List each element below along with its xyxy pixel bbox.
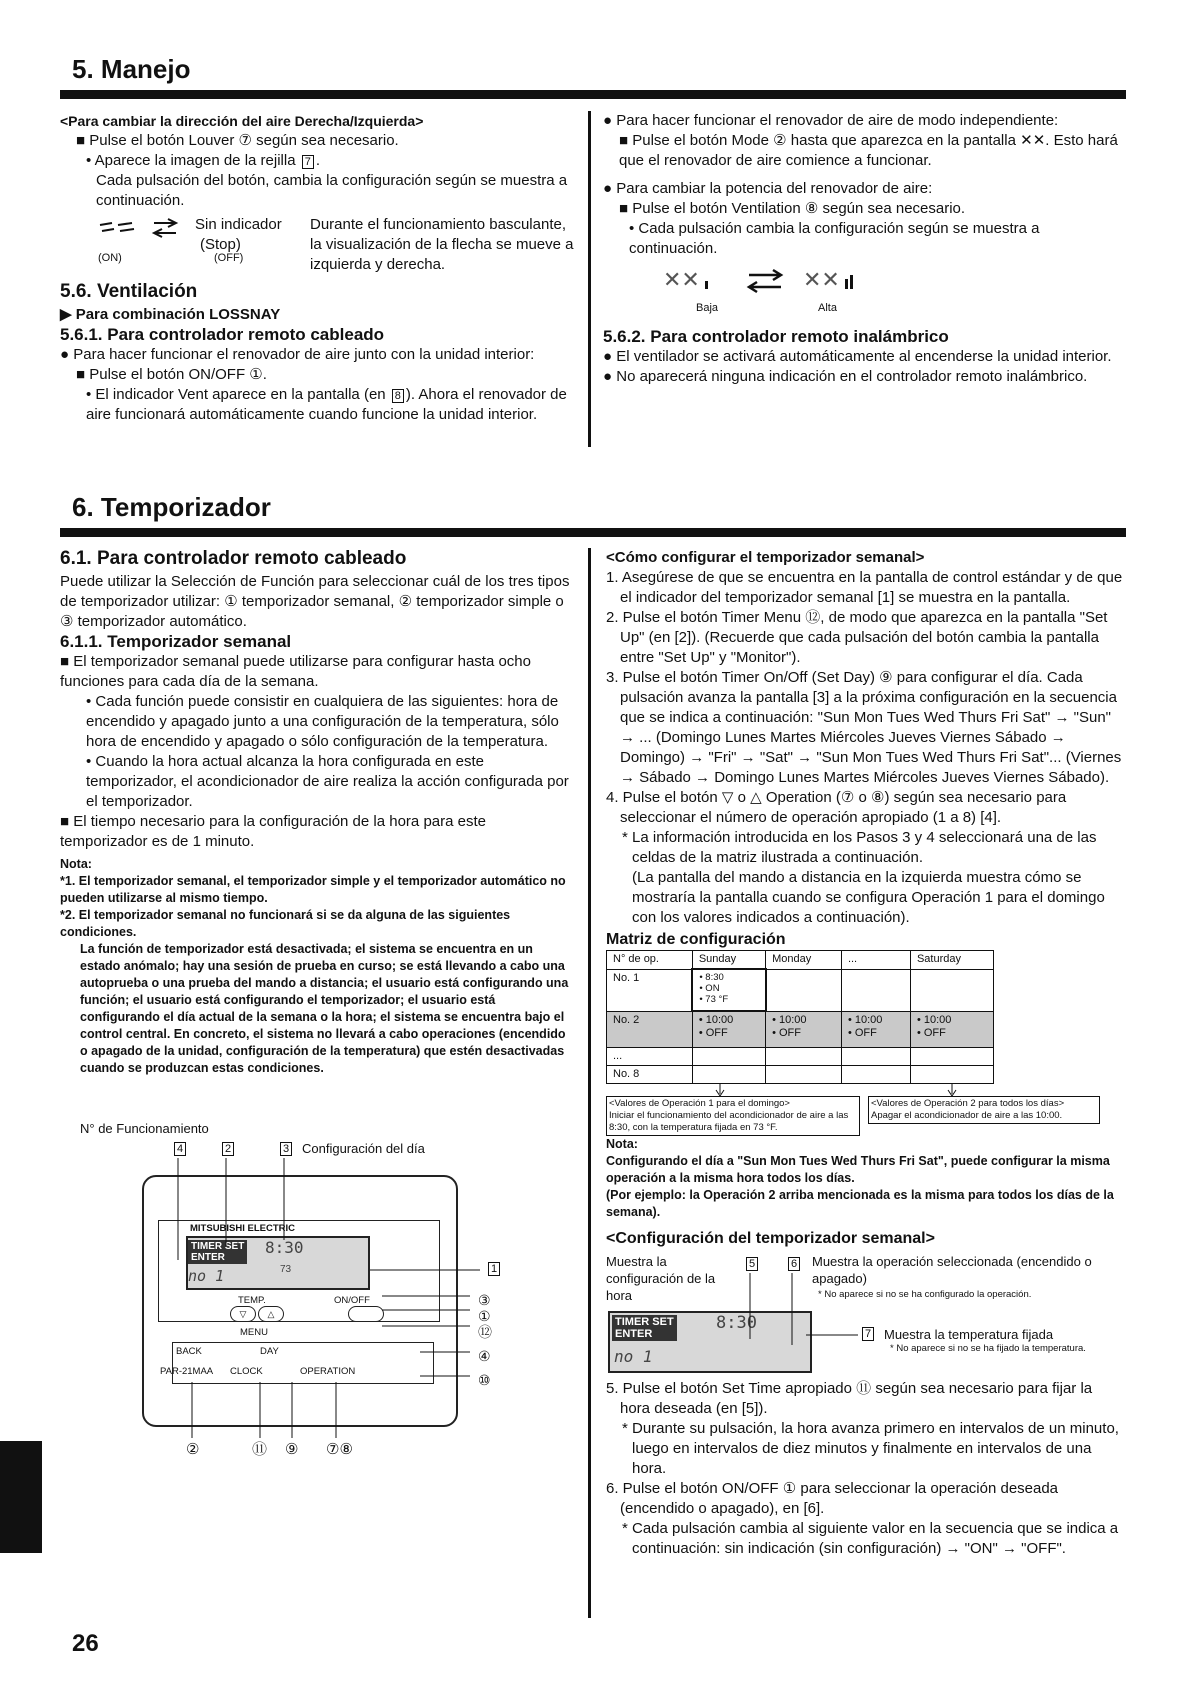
back-button[interactable]: BACK — [176, 1346, 202, 1357]
s61-heading: 6.1. Para controlador remoto cableado — [60, 548, 407, 569]
louver-diagram: Sin indicador (Stop) (ON) (OFF) Durante el funcionamiento basculante, la visualización de la flecha se mueve a izquierda y derecha. — [98, 216, 574, 273]
s61-paragraph: Puede utilizar la Selección de Función para seleccionar cuál de los tres tipos de temporizador utilizar: ① temporizador semanal, ② temporizador simple o ③ temporizador automático. — [60, 573, 570, 630]
step-4-note: * La información introducida en los Pasos 3 y 4 seleccionará una de las celdas de la matriz ilustrada a continuación. — [622, 829, 1097, 866]
s562-l1: ● El ventilador se activará automáticamente al encenderse la unidad interior. — [603, 348, 1112, 365]
s56-heading: 5.6. Ventilación — [60, 281, 198, 302]
page-number: 26 — [72, 1630, 99, 1657]
onoff-label: ON/OFF — [334, 1295, 370, 1306]
caption-op1: <Valores de Operación 1 para el domingo> Iniciar el funcionamiento del acondicionador de aire a las 8:30, con la temperatura fijada en 73 °F. — [606, 1096, 860, 1136]
s561-l2: ■ Pulse el botón ON/OFF ①. — [76, 366, 267, 383]
s561-heading: 5.6.1. Para controlador remoto cableado — [60, 325, 385, 344]
step-4-note2: (La pantalla del mando a distancia en la izquierda muestra cómo se mostraría la pantalla cuando se configura Operación 1 para el domingo con los valores indicados a continuación). — [632, 869, 1105, 926]
section-5-right-column — [603, 111, 1125, 387]
louver-desc-text: Cada pulsación del botón, cambia la configuración según se muestra a continuación. — [96, 172, 568, 209]
vent-power: ● Para cambiar la potencia del renovador de aire: — [603, 180, 933, 197]
s561-l1: ● Para hacer funcionar el renovador de aire junto con la unidad interior: — [60, 346, 535, 363]
vent-power-bullet: • Cada pulsación cambia la configuración según se muestra a continuación. — [629, 220, 1040, 257]
temp-label: TEMP. — [238, 1295, 266, 1306]
step-4: 4. Pulse el botón ▽ o △ Operation (⑦ o ⑧) según sea necesario para seleccionar el número de operación apropiado (1 a 8) [4]. — [606, 789, 1067, 826]
step-6-note: * Cada pulsación cambia al siguiente valor en la secuencia que se indica a continuación: sin indicación (sin configuración) → "ON" → "OFF". — [622, 1519, 1119, 1557]
operation-button[interactable]: OPERATION — [300, 1366, 356, 1377]
s611-l3: • Cuando la hora actual alcanza la hora configurada en este temporizador, el acondicionador de aire realiza la acción configurada por el temporizador. — [86, 753, 569, 810]
section-6-rule — [60, 528, 1126, 537]
s611-l1: ■ El temporizador semanal puede utilizarse para configurar hasta ocho funciones para cada día de la semana. — [60, 653, 531, 690]
nota-2: *2. El temporizador semanal no funcionará si se da alguna de las siguientes condiciones. — [60, 908, 511, 939]
nota-1: *1. El temporizador semanal, el temporizador simple y el temporizador automático no pueden utilizarse al mismo tiempo. — [60, 874, 566, 905]
louver-heading: <Para cambiar la dirección del aire Derecha/Izquierda> — [60, 113, 424, 129]
nota2-text2: (Por ejemplo: la Operación 2 arriba mencionada es la misma para todos los días de la semana). — [606, 1187, 1114, 1219]
side-tab — [0, 1441, 42, 1553]
nota2-text: Configurando el día a "Sun Mon Tues Wed Thurs Fri Sat", puede configurar la misma operación a la misma hora todos los días. — [606, 1153, 1110, 1185]
louver-bullet: • Aparece la imagen de la rejilla 7 . — [86, 152, 321, 169]
lcd-temp: 73 — [280, 1264, 292, 1275]
matrix-title: Matriz de configuración — [606, 931, 786, 948]
section-6-left-column — [60, 548, 575, 1077]
section-5-title: 5. Manejo — [72, 54, 191, 84]
step-5: 5. Pulse el botón Set Time apropiado ⑪ según sea necesario para fijar la hora deseada (en [5]). — [606, 1379, 1093, 1417]
nota-label: Nota: — [60, 857, 92, 871]
s562-l2: ● No aparecerá ninguna indicación en el controlador remoto inalámbrico. — [603, 368, 1088, 385]
step-5-note: * Durante su pulsación, la hora avanza primero en intervalos de un minuto, luego en intervalos de diez minutos y finalmente en intervalos de una hora. — [622, 1419, 1119, 1477]
svg-text:✕✕: ✕✕ — [663, 268, 700, 293]
temp-down-button[interactable]: ▽ — [230, 1306, 256, 1322]
louver-step: ■ Pulse el botón Louver ⑦ según sea necesario. — [76, 132, 399, 149]
config-callout-lines — [606, 1249, 906, 1379]
remote-brand: MITSUBISHI ELECTRIC — [190, 1223, 296, 1234]
vent-mode-step: ■ Pulse el botón Mode ② hasta que aparezca en la pantalla ✕✕. Esto hará que el renovador de aire comience a funcionar. — [619, 132, 1118, 169]
model-label: PAR-21MAA — [160, 1366, 214, 1377]
fan-speed-diagram: ✕✕ ✕✕ Baja Alta — [603, 259, 1125, 319]
nota-2b: La función de temporizador está desactivada; el sistema se encuentra en un estado anómalo; hay una sesión de prueba en curso; se está llevando a cabo una autoprueba o una prueba del mando a distancia; el usuario está configurando una función; el usuario está configurando el temporizador; el usuario está configurando el día actual de la semana o la hora; el sistema se encuentra bajo el control central. En concreto, el sistema no llevará a cabo operaciones (encendido o apagado de la unidad, configuración de la temperatura) que estén desactivadas cuando se produzcan estas condiciones. — [80, 942, 569, 1075]
step-2: 2. Pulse el botón Timer Menu ⑫, de modo que aparezca en la pantalla "Set Up" (en [2]). (Recuerde que cada pulsación del botón cambia la pantalla entre "Set Up" y "Monitor"). — [606, 609, 1108, 666]
caption-op2: <Valores de Operación 2 para todos los días> Apagar el acondicionador de aire a las 10:00. — [868, 1096, 1100, 1124]
s56-sub: ▶ Para combinación LOSSNAY — [60, 306, 281, 323]
section-6-right-column — [606, 548, 1124, 1559]
s611-heading: 6.1.1. Temporizador semanal — [60, 632, 292, 651]
vent-icon: ✕✕ — [1020, 132, 1046, 149]
vent-independent: ● Para hacer funcionar el renovador de aire de modo independiente: — [603, 112, 1059, 129]
s562-heading: 5.6.2. Para controlador remoto inalámbrico — [603, 327, 949, 346]
config-matrix: N° de op. Sunday Monday ... Saturday No. 1 • 8:30 • ON • 73 °F No. 2 • 10:00 • OFF • 10:00 • OFF • 10:00 • OFF • 10:00 • OFF ... No. 8 — [606, 950, 994, 1084]
menu-label: MENU — [240, 1327, 268, 1338]
vent-power-step: ■ Pulse el botón Ventilation ⑧ según sea necesario. — [619, 200, 966, 217]
remote-figure: N° de Funcionamiento 4 2 3 Configuración del día MITSUBISHI ELECTRIC TIMER SET ENTER 8:30 73 no 1 TEMP. ON/OFF ▽ △ MENU BACK DAY CLOCK OPERATION PAR-21MAA 1 ③ ① ⑫ ④ ⑩ ② ⑪ ⑨ ⑦⑧ — [80, 1120, 570, 1480]
s611-l2: • Cada función puede consistir en cualquiera de las siguientes: hora de encendido y apagado junto a una configuración de la temperatura, sólo hora de encendido y apagado o sólo configuración de la temperatura. — [86, 693, 559, 750]
config-timer-badge: TIMER SET ENTER — [612, 1315, 677, 1341]
section-5-divider — [588, 111, 591, 447]
clock-button[interactable]: CLOCK — [230, 1366, 263, 1377]
section-6-title: 6. Temporizador — [72, 492, 271, 522]
callout-lines — [80, 1120, 570, 1460]
config-heading: <Configuración del temporizador semanal> — [606, 1229, 935, 1247]
s611-l4: ■ El tiempo necesario para la configuración de la hora para este temporizador es de 1 minuto. — [60, 813, 486, 850]
step-1: 1. Asegúrese de que se encuentra en la pantalla de control estándar y de que el indicador del temporizador semanal [1] se muestra en la pantalla. — [606, 569, 1123, 606]
section-6-divider — [588, 548, 591, 1618]
nota2-label: Nota: — [606, 1136, 638, 1151]
how-heading: <Cómo configurar el temporizador semanal> — [606, 549, 925, 566]
step-3: 3. Pulse el botón Timer On/Off (Set Day) ⑨ para configurar el día. Cada pulsación avanza la pantalla [3] a la próxima configuración en la secuencia que se indica a continuación: "Sun Mon Tues Wed Thurs Fri Sat" → "Sun" → ... (Domingo Lunes Martes Miércoles Jueves Viernes Sábado → Domingo) → "Fri" → "Sat" → "Sun Mon Tues Wed Thurs Fri Sat"... (Viernes → Sábado → Domingo Lunes Martes Miércoles Jueves Viernes Sábado). — [606, 669, 1122, 786]
fan-speed-icon — [663, 265, 883, 295]
lcd-op-number: no 1 — [188, 1267, 225, 1285]
timer-set-badge: TIMER SET ENTER — [188, 1240, 247, 1264]
svg-text:✕✕: ✕✕ — [803, 268, 840, 293]
day-button[interactable]: DAY — [260, 1346, 279, 1357]
temp-up-button[interactable]: △ — [258, 1306, 284, 1322]
config-figure: Muestra la configuración de la hora 5 6 Muestra la operación seleccionada (encendido o apagado) * No aparece si no se ha configurado la operación. TIMER SET ENTER 8:30 no 1 7 Muestra la temperatura fijada * No aparece si no se ha fijado la temperatura. — [606, 1249, 1124, 1379]
s561-l3: • El indicador Vent aparece en la pantalla (en 8 ). Ahora el renovador de aire funcionará automáticamente cuando funcione la unidad interior. — [86, 386, 567, 423]
step-6: 6. Pulse el botón ON/OFF ① para seleccionar la operación deseada (encendido o apagado), en [6]. — [606, 1479, 1059, 1517]
section-5-left-column — [60, 111, 575, 425]
section-5-rule — [60, 90, 1126, 99]
matrix-captions — [606, 1084, 1124, 1136]
lcd-time: 8:30 — [265, 1238, 304, 1257]
